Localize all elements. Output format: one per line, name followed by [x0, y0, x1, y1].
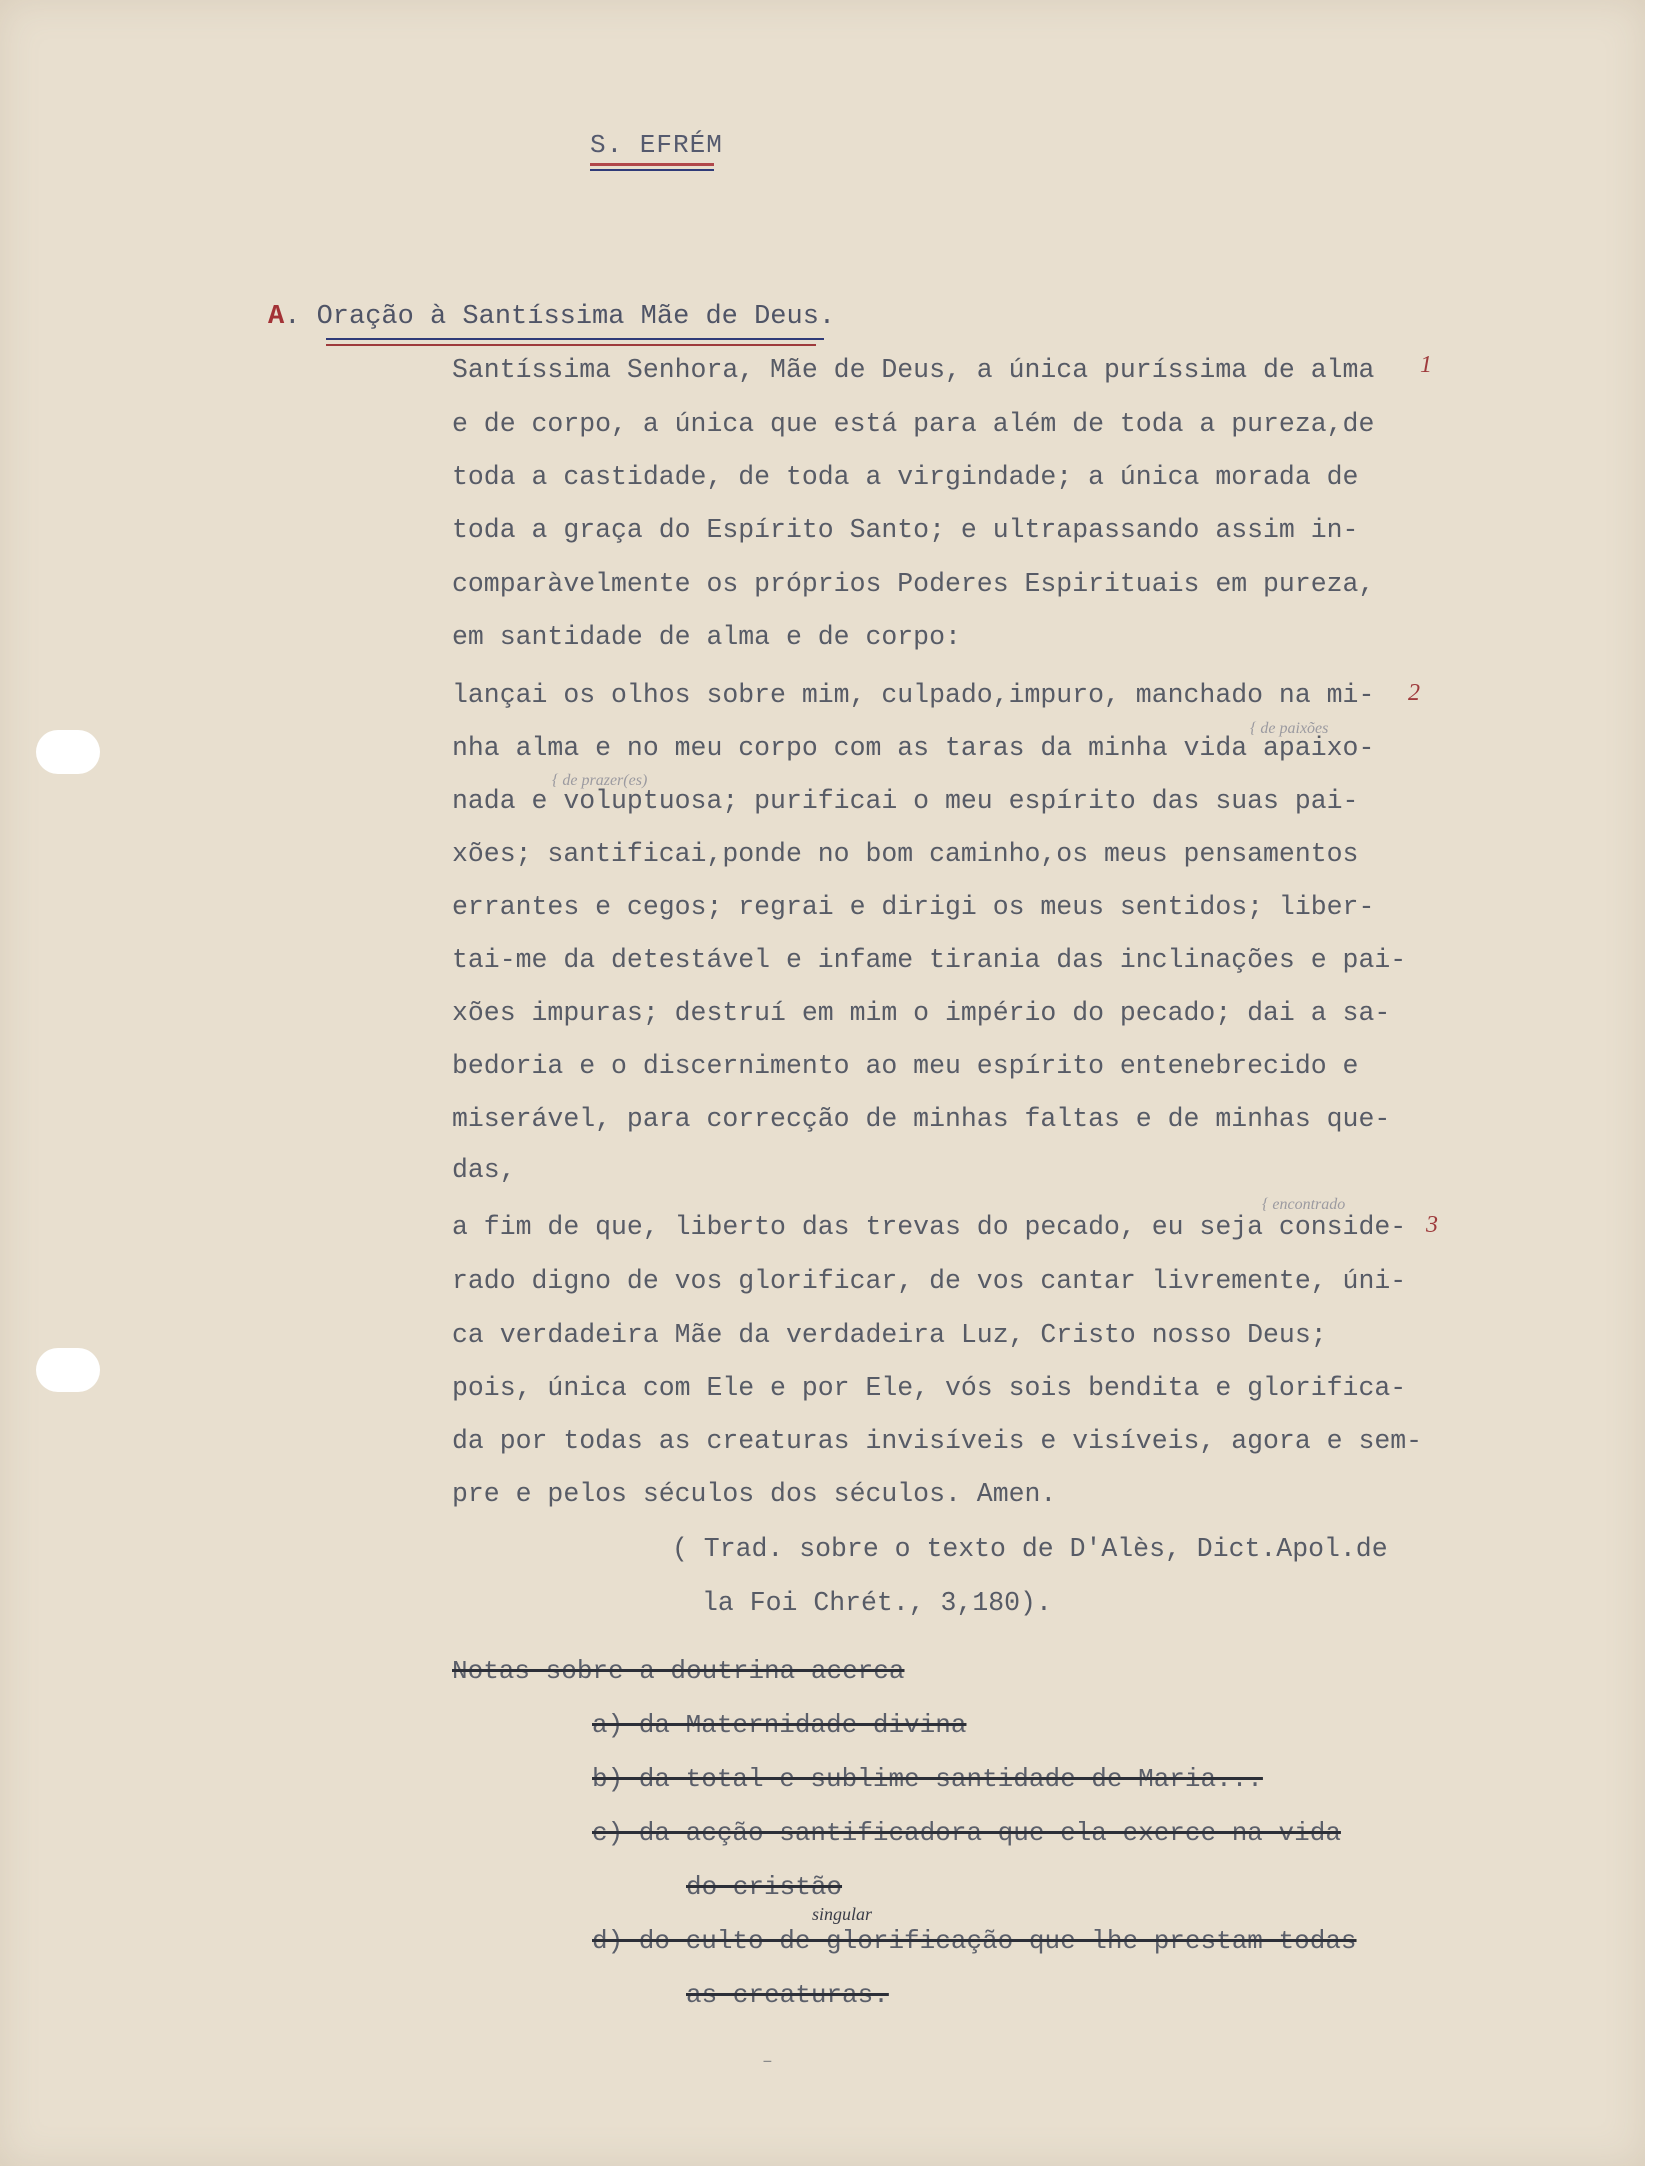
- citation-line: ( Trad. sobre o texto de D'Alès, Dict.Apol.de: [672, 1534, 1388, 1564]
- body-line: em santidade de alma e de corpo:: [452, 622, 961, 652]
- struck-line: do cristão: [686, 1872, 843, 1902]
- pencil-note: { de prazer(es): [552, 772, 648, 789]
- pencil-note: { de paixões: [1250, 720, 1329, 737]
- body-line: a fim de que, liberto das trevas do pecado, eu seja conside-: [452, 1212, 1407, 1242]
- punch-hole-top: [36, 730, 100, 774]
- margin-number: 2: [1408, 680, 1420, 706]
- body-line: nada e voluptuosa; purificai o meu espírito das suas pai-: [452, 786, 1359, 816]
- body-line: errantes e cegos; regrai e dirigi os meus sentidos; liber-: [452, 892, 1375, 922]
- struck-line: a) da Maternidade divina: [592, 1710, 967, 1740]
- section-heading: [268, 302, 835, 332]
- body-line: miserável, para correcção de minhas faltas e de minhas que-: [452, 1104, 1391, 1134]
- body-line: e de corpo, a única que está para além de toda a pureza,de: [452, 409, 1375, 439]
- pencil-note: { encontrado: [1262, 1196, 1346, 1213]
- interlinear-correction: singular: [812, 1904, 873, 1924]
- heading-underline-blue: [326, 338, 824, 340]
- body-line: lançai os olhos sobre mim, culpado,impuro, manchado na mi-: [452, 680, 1375, 710]
- body-line: rado digno de vos glorificar, de vos cantar livremente, úni-: [452, 1266, 1407, 1296]
- body-line: pois, única com Ele e por Ele, vós sois bendita e glorifica-: [452, 1373, 1407, 1403]
- body-line: xões impuras; destruí em mim o império do pecado; dai a sa-: [452, 998, 1391, 1028]
- body-line: bedoria e o discernimento ao meu espírito entenebrecido e: [452, 1051, 1359, 1081]
- body-line: xões; santificai,ponde no bom caminho,os meus pensamentos: [452, 839, 1359, 869]
- body-line: pre e pelos séculos dos séculos. Amen.: [452, 1479, 1057, 1509]
- struck-line: b) da total e sublime santidade de Maria...: [592, 1764, 1263, 1794]
- section-letter: A: [268, 302, 285, 332]
- body-line: toda a castidade, de toda a virgindade; a única morada de: [452, 462, 1359, 492]
- body-line: das,: [452, 1155, 516, 1185]
- struck-line: c) da acção santificadora que ela exerce na vida: [592, 1818, 1341, 1848]
- body-line: tai-me da detestável e infame tirania das inclinações e pai-: [452, 945, 1407, 975]
- page-title: S. EFRÉM: [590, 130, 723, 160]
- body-line: nha alma e no meu corpo com as taras da minha vida apaixo-: [452, 733, 1375, 763]
- body-line: toda a graça do Espírito Santo; e ultrapassando assim in-: [452, 515, 1359, 545]
- title-underline-red: [590, 163, 714, 166]
- punch-hole-bottom: [36, 1348, 100, 1392]
- struck-line: as creaturas.: [686, 1980, 889, 2010]
- section-title: . Oração à Santíssima Mãe de Deus.: [284, 302, 836, 332]
- body-line: Santíssima Senhora, Mãe de Deus, a única puríssima de alma: [452, 355, 1375, 385]
- title-underline-blue: [590, 169, 714, 171]
- margin-number: 3: [1426, 1212, 1438, 1238]
- body-line: ca verdadeira Mãe da verdadeira Luz, Cristo nosso Deus;: [452, 1320, 1327, 1350]
- body-line: comparàvelmente os próprios Poderes Espirituais em pureza,: [452, 569, 1375, 599]
- struck-line: Notas sobre a doutrina acerca: [452, 1656, 905, 1686]
- body-line: da por todas as creaturas invisíveis e visíveis, agora e sem-: [452, 1426, 1423, 1456]
- heading-underline-red: [326, 344, 816, 346]
- margin-number: 1: [1420, 352, 1432, 378]
- citation-line: la Foi Chrét., 3,180).: [702, 1588, 1052, 1618]
- page-mark: –: [762, 2052, 773, 2072]
- struck-line: d) do culto de glorificação que lhe prestam todas: [592, 1926, 1357, 1956]
